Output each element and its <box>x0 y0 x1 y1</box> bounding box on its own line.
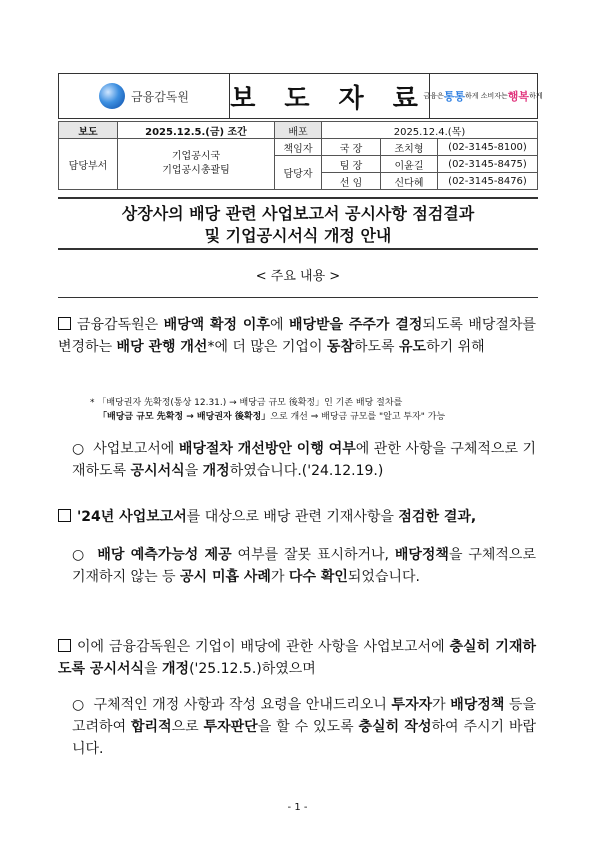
headline: 상장사의 배당 관련 사업보고서 공시사항 점검결과 및 기업공시서식 개정 안내 <box>121 204 475 245</box>
release-label: 보도 <box>59 122 118 139</box>
summary-heading: < 주요 내용 > <box>255 269 341 284</box>
distribution-label: 배포 <box>275 122 322 139</box>
paragraph-2: '24년 사업보고서를 대상으로 배당 관련 기재사항을 점검한 결과, <box>58 506 536 528</box>
department-value: 기업공시국 기업공시총괄팀 <box>118 139 275 190</box>
contact-name: 이윤길 <box>381 156 438 173</box>
org-logo <box>59 74 230 118</box>
paragraph-1-sub: ○ 사업보고서에 배당절차 개선방안 이행 여부에 관한 사항을 구체적으로 기재하도록 공시서식을 개정하였습니다.('24.12.19.) <box>72 441 536 479</box>
press-release-title: 보 도 자 료 <box>229 74 430 118</box>
summary-rule <box>58 297 538 298</box>
contact-name: 조치형 <box>381 139 438 156</box>
footnote: * 「배당권자 先확정(통상 12.31.) → 배당금 규모 後확정」인 기존 배당 절차를 「배당금 규모 先확정 → 배당권자 後확정」으로 개선 ⇒ 배당금 규모를 "알고 투자" 가능 <box>90 398 446 422</box>
contact-name: 신다혜 <box>381 173 438 190</box>
department-label: 담당부서 <box>59 139 118 190</box>
circle-bullet-icon: ○ <box>72 441 94 457</box>
paragraph-3: 이에 금융감독원은 기업이 배당에 관한 사항을 사업보고서에 충실히 기재하도록 공시서식을 개정('25.12.5.)하였으며 <box>58 639 536 677</box>
release-value: 2025.12.5.(금) 조간 <box>118 122 275 139</box>
paragraph-2-sub: ○ 배당 예측가능성 제공 여부를 잘못 표시하거나, 배당정책을 구체적으로 기재하지 않는 등 공시 미흡 사례가 다수 확인되었습니다. <box>72 547 536 585</box>
paragraph-1: 금융감독원은 배당액 확정 이후에 배당받을 주주가 결정되도록 배당절차를 변경하는 배당 관행 개선*에 더 많은 기업이 동참하도록 유도하기 위해 <box>58 317 536 355</box>
contact-phone: (02-3145-8476) <box>438 173 538 190</box>
page-number: - 1 - <box>287 802 308 813</box>
release-info-table <box>58 121 538 190</box>
distribution-value: 2025.12.4.(목) <box>322 122 538 139</box>
contact-role: 팀 장 <box>322 156 381 173</box>
headline-bottom-rule <box>58 248 538 250</box>
contact-phone: (02-3145-8475) <box>438 156 538 173</box>
press-header <box>58 73 543 119</box>
globe-icon <box>99 83 125 109</box>
org-name: 금융감독원 <box>131 89 189 104</box>
headline-top-rule <box>58 197 538 199</box>
slogan: 금융은 통통 하게 소비자는 행복 하게 <box>423 90 543 103</box>
staff-label: 담당자 <box>275 156 322 190</box>
checkbox-bullet-icon <box>58 509 71 522</box>
paragraph-3-sub: ○ 구체적인 개정 사항과 작성 요령을 안내드리오니 투자자가 배당정책 등을 고려하여 합리적으로 투자판단을 할 수 있도록 충실히 작성하여 주시기 바랍니다. <box>72 697 536 757</box>
circle-bullet-icon: ○ <box>72 547 98 563</box>
contact-role: 국 장 <box>322 139 381 156</box>
checkbox-bullet-icon <box>58 317 71 330</box>
circle-bullet-icon: ○ <box>72 697 94 713</box>
contact-role: 선 임 <box>322 173 381 190</box>
chief-label: 책임자 <box>275 139 322 156</box>
contact-phone: (02-3145-8100) <box>438 139 538 156</box>
checkbox-bullet-icon <box>58 639 71 652</box>
